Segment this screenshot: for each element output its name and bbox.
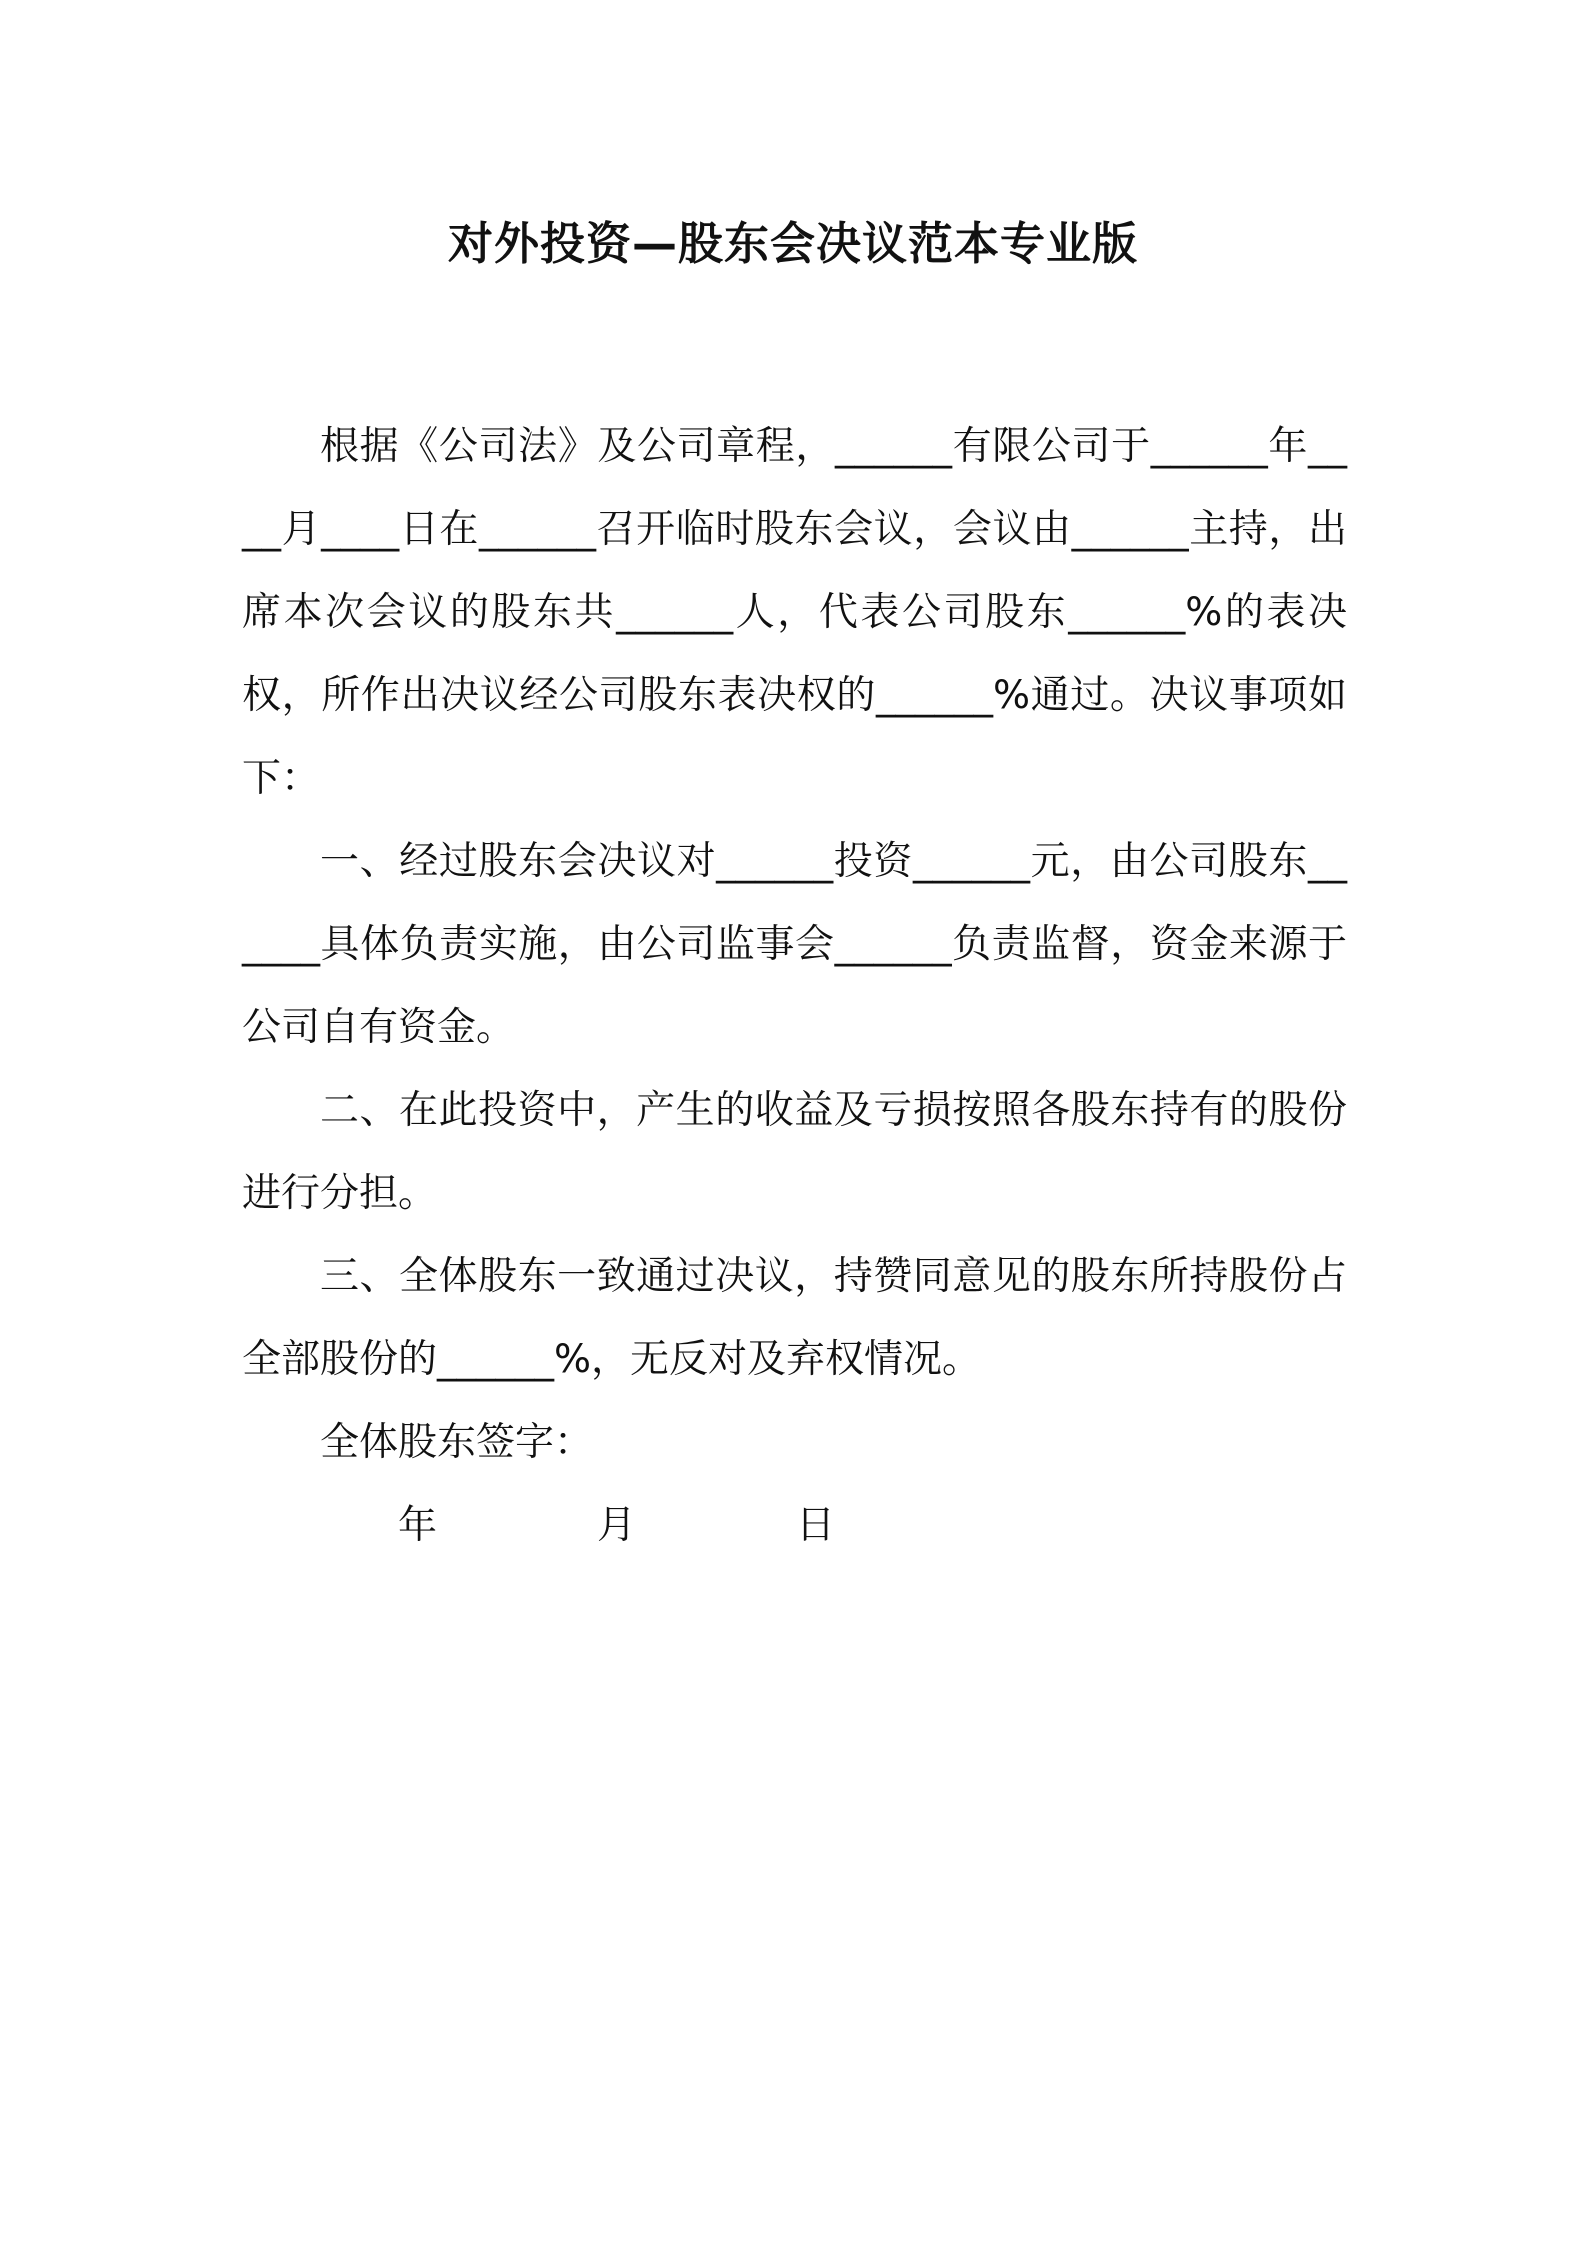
signature-date [242,1484,1347,1567]
resolution-item-3: 三、全体股东一致通过决议，持赞同意见的股东所持股份占全部股份的______%，无反对及弃权情况。 [242,1254,1347,1382]
resolution-item-2: 二、在此投资中，产生的收益及亏损按照各股东持有的股份进行分担。 [242,1088,1347,1216]
document-title: 对外投资—股东会决议范本专业版 [447,217,1138,270]
intro-paragraph: 根据《公司法》及公司章程，______有限公司于______年____月____日在______召开临时股东会议，会议由______主持，出席本次会议的股东共______人，代表公司股东______%的表决权，所作出决议经公司股东表决权的______%通过。决议事项如下： [242,424,1347,801]
date-year-label: 年 [398,1503,438,1548]
document-body [242,405,1347,1567]
date-month-label: 月 [597,1503,637,1548]
resolution-item-1: 一、经过股东会决议对______投资______元，由公司股东______具体负责实施，由公司监事会______负责监督，资金来源于公司自有资金。 [242,839,1347,1050]
signature-label: 全体股东签字： [320,1420,594,1465]
date-day-label: 日 [796,1503,836,1548]
